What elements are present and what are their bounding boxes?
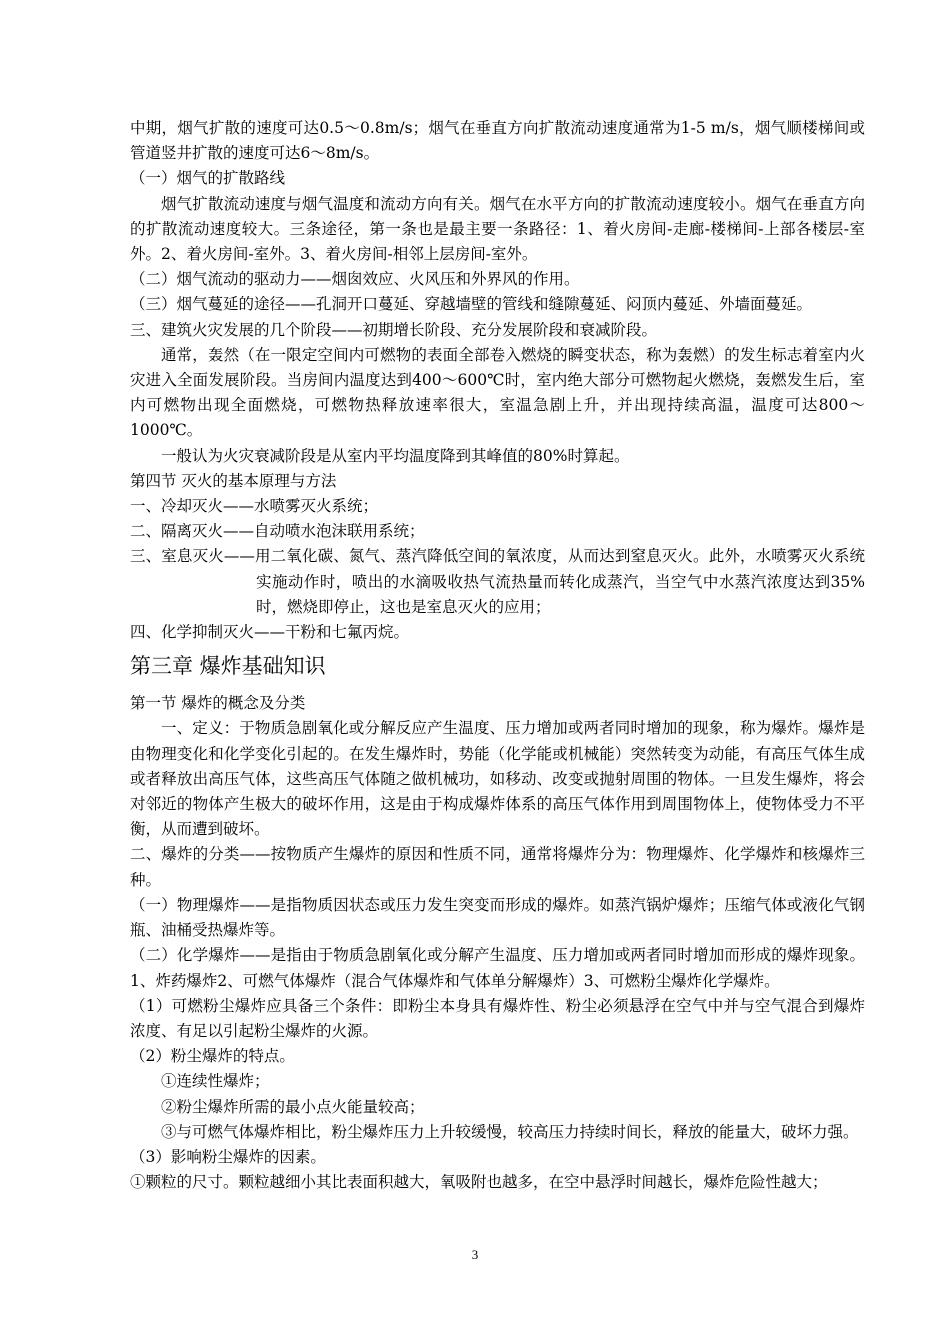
- list-item: 一、冷却灭火——水喷雾灭火系统；: [130, 497, 379, 516]
- list-item: ③与可燃气体爆炸相比，粉尘爆炸压力上升较缓慢，较高压力持续时间长，释放的能量大，破坏力强。: [161, 1122, 859, 1141]
- paragraph: （二）化学爆炸——是指由于物质急剧氧化或分解产生温度、压力增加或两者同时增加而形成的爆炸现象。1、炸药爆炸2、可燃气体爆炸（混合气体爆炸和气体单分解爆炸）3、可燃粉尘爆炸化学爆炸。: [130, 946, 865, 990]
- document-body: [130, 116, 865, 1195]
- section-heading: 第四节 灭火的基本原理与方法: [130, 471, 337, 490]
- paragraph: （1）可燃粉尘爆炸应具备三个条件：即粉尘本身具有爆炸性、粉尘必须悬浮在空气中并与空气混合到爆炸浓度、有足以引起粉尘爆炸的火源。: [130, 996, 865, 1040]
- list-item: 三、室息灭火——用二氧化碳、氮气、蒸汽降低空间的氧浓度，从而达到窒息灭火。此外，水喷雾灭火系统实施动作时，喷出的水滴吸收热气流热量而转化成蒸汽，当空气中水蒸汽浓度达到35%时，燃烧即停止，这也是室息灭火的应用；: [130, 547, 865, 616]
- chapter-title: 第三章 爆炸基础知识: [130, 654, 326, 679]
- list-item: ①连续性爆炸；: [161, 1072, 270, 1091]
- paragraph: （一）烟气的扩散路线: [130, 169, 286, 188]
- paragraph: 中期，烟气扩散的速度可达0.5～0.8m/s；烟气在垂直方向扩散流动速度通常为1-5 m/s，烟气顺楼梯间或管道竖井扩散的速度可达6～8m/s。: [130, 119, 865, 163]
- paragraph: 一、定义：于物质急剧氧化或分解反应产生温度、压力增加或两者同时增加的现象，称为爆炸。爆炸是由物理变化和化学变化引起的。在发生爆炸时，势能（化学能或机械能）突然转变为动能，有高压气体生成或者释放出高压气体，这些高压气体随之做机械功，如移动、改变或抛射周围的物体。一旦发生爆炸，将会对邻近的物体产生极大的破坏作用，这是由于构成爆炸体系的高压气体作用到周围物体上，使物体受力不平衡，从而遭到破坏。: [130, 719, 865, 839]
- paragraph: （2）粉尘爆炸的特点。: [130, 1047, 295, 1066]
- paragraph: 二、爆炸的分类——按物质产生爆炸的原因和性质不同，通常将爆炸分为：物理爆炸、化学爆炸和核爆炸三种。: [130, 845, 865, 889]
- paragraph: 三、建筑火灾发展的几个阶段——初期增长阶段、充分发展阶段和衰减阶段。: [130, 320, 658, 339]
- paragraph: 烟气扩散流动速度与烟气温度和流动方向有关。烟气在水平方向的扩散流动速度较小。烟气在垂直方向的扩散流动速度较大。三条途径，第一条也是最主要一条路径：1、着火房间-走廊-楼梯间-上部各楼层-室外。2、着火房间-室外。3、着火房间-相邻上层房间-室外。: [130, 194, 865, 264]
- page-number: 3: [471, 1247, 479, 1262]
- section-heading: 第一节 爆炸的概念及分类: [130, 694, 306, 713]
- paragraph: （一）物理爆炸——是指物质因状态或压力发生突变而形成的爆炸。如蒸汽锅炉爆炸；压缩气体或液化气钢瓶、油桶受热爆炸等。: [130, 895, 865, 940]
- paragraph: 通常，轰然（在一限定空间内可燃物的表面全部卷入燃烧的瞬变状态，称为轰燃）的发生标志着室内火灾进入全面发展阶段。当房间内温度达到400～600℃时，室内绝大部分可燃物起火燃烧，轰燃发生后，室内可燃物出现全面燃烧，可燃物热释放速率很大，室温急剧上升，并出现持续高温，温度可达800～1000℃。: [130, 345, 865, 440]
- paragraph: （三）烟气蔓延的途径——孔洞开口蔓延、穿越墙壁的管线和缝隙蔓延、闷顶内蔓延、外墙面蔓延。: [130, 295, 813, 314]
- paragraph: （3）影响粉尘爆炸的因素。: [130, 1147, 326, 1166]
- list-item: 二、隔离灭火——自动喷水泡沫联用系统；: [130, 522, 425, 541]
- paragraph: ①颗粒的尺寸。颗粒越细小其比表面积越大，氧吸附也越多，在空中悬浮时间越长，爆炸危险性越大；: [130, 1173, 828, 1192]
- list-item: ②粉尘爆炸所需的最小点火能量较高；: [161, 1097, 425, 1116]
- paragraph: 一般认为火灾衰减阶段是从室内平均温度降到其峰值的80%时算起。: [161, 446, 630, 465]
- paragraph: （二）烟气流动的驱动力——烟囱效应、火风压和外界风的作用。: [130, 270, 580, 289]
- list-item: 四、化学抑制灭火——干粉和七氟丙烷。: [130, 623, 410, 642]
